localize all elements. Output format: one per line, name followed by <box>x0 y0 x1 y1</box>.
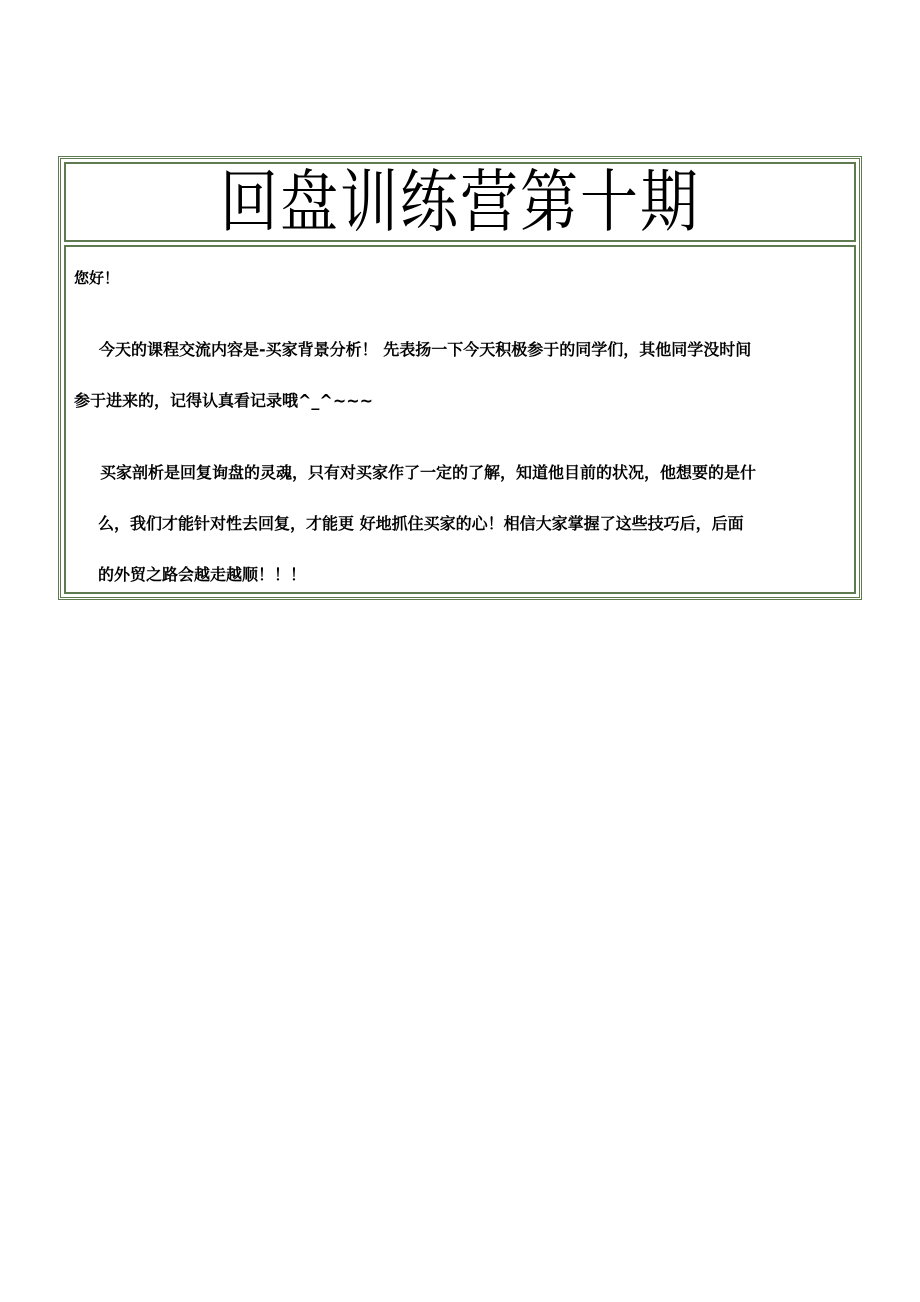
paragraph-2-line-3: 的外贸之路会越走越顺！！！ <box>98 565 307 584</box>
paragraph-1-line-2: 参于进来的，记得认真看记录哦^_^~~~ <box>74 391 374 410</box>
paragraph-2-line-2: 么，我们才能针对性去回复，才能更 好地抓住买家的心！相信大家掌握了这些技巧后，后面 <box>98 514 744 533</box>
paragraph-1-line-1: 今天的课程交流内容是-买家背景分析！ 先表扬一下今天积极参于的同学们，其他同学没时间 <box>99 340 752 359</box>
paragraph-2-line-1: 买家剖析是回复询盘的灵魂，只有对买家作了一定的了解，知道他目前的状况，他想要的是什 <box>100 463 757 482</box>
document-title: 回盘训练营第十期 <box>219 161 700 243</box>
document-table <box>58 156 862 600</box>
title-cell <box>64 162 856 242</box>
content-cell <box>64 245 856 594</box>
greeting-text: 您好！ <box>74 269 120 287</box>
